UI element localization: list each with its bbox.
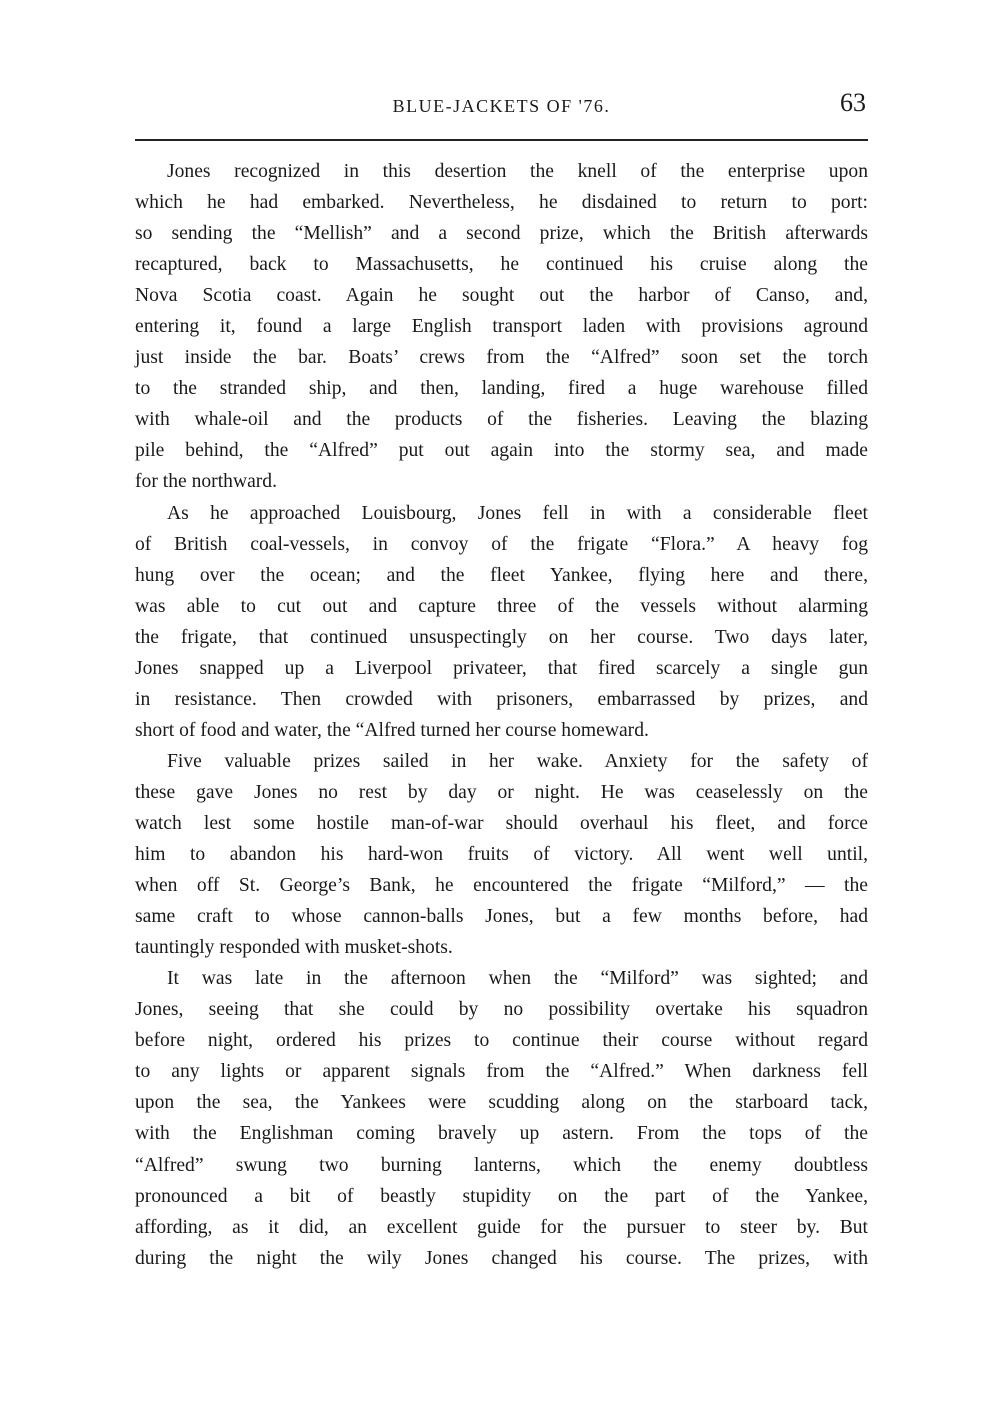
text-line: Five valuable prizes sailed in her wake. Anxiety for the safety of: [167, 750, 868, 772]
text-line: short of food and water, the “Alfred turned her course homeward.: [135, 719, 649, 741]
paragraph: [135, 963, 868, 1273]
text-line: same craft to whose cannon-balls Jones, but a few months before, had: [135, 906, 868, 928]
text-line: before night, ordered his prizes to continue their course without regard: [135, 1030, 868, 1052]
text-line: when off St. George’s Bank, he encountered the frigate “Milford,” — the: [135, 875, 868, 897]
text-line: so sending the “Mellish” and a second prize, which the British afterwards: [135, 223, 868, 245]
text-line: these gave Jones no rest by day or night. He was ceaselessly on the: [135, 781, 868, 803]
text-line: hung over the ocean; and the fleet Yankee, flying here and there,: [135, 564, 868, 586]
text-line: Nova Scotia coast. Again he sought out the harbor of Canso, and,: [135, 285, 868, 307]
text-line: pronounced a bit of beastly stupidity on the part of the Yankee,: [135, 1185, 868, 1207]
text-line: during the night the wily Jones changed his course. The prizes, with: [135, 1247, 868, 1269]
page-number: 63: [840, 88, 866, 117]
text-line: which he had embarked. Nevertheless, he disdained to return to port:: [135, 192, 868, 214]
text-line: the frigate, that continued unsuspectingly on her course. Two days later,: [135, 626, 868, 648]
text-line: Jones recognized in this desertion the knell of the enterprise upon: [167, 161, 868, 182]
text-line: him to abandon his hard-won fruits of victory. All went well until,: [135, 844, 868, 866]
text-line: with the Englishman coming bravely up astern. From the tops of the: [135, 1123, 868, 1145]
text-line: Jones, seeing that she could by no possibility overtake his squadron: [135, 999, 868, 1021]
text-line: recaptured, back to Massachusetts, he continued his cruise along the: [135, 254, 868, 276]
text-line: As he approached Louisbourg, Jones fell in with a considerable fleet: [167, 502, 868, 524]
body-text: [135, 156, 868, 1274]
running-title: BLUE-JACKETS OF '76.: [392, 96, 611, 116]
text-line: to the stranded ship, and then, landing, fired a huge warehouse filled: [135, 378, 868, 400]
text-line: tauntingly responded with musket-shots.: [135, 937, 453, 959]
text-line: watch lest some hostile man-of-war should overhaul his fleet, and force: [135, 812, 868, 834]
header-rule: [135, 139, 868, 141]
text-line: just inside the bar. Boats’ crews from the “Alfred” soon set the torch: [135, 347, 868, 369]
text-line: in resistance. Then crowded with prisoners, embarrassed by prizes, and: [135, 688, 868, 710]
text-line: pile behind, the “Alfred” put out again into the stormy sea, and made: [135, 440, 868, 462]
text-line: upon the sea, the Yankees were scudding along on the starboard tack,: [135, 1092, 868, 1114]
text-line: of British coal-vessels, in convoy of the frigate “Flora.” A heavy fog: [135, 533, 868, 555]
text-line: for the northward.: [135, 471, 278, 493]
text-line: It was late in the afternoon when the “Milford” was sighted; and: [167, 968, 868, 990]
text-line: was able to cut out and capture three of the vessels without alarming: [135, 595, 868, 617]
page-header: [135, 86, 868, 126]
text-line: with whale-oil and the products of the fisheries. Leaving the blazing: [135, 409, 868, 431]
paragraph: [135, 746, 868, 963]
paragraph: [135, 156, 868, 498]
text-line: “Alfred” swung two burning lanterns, which the enemy doubtless: [135, 1154, 868, 1176]
text-line: to any lights or apparent signals from the “Alfred.” When darkness fell: [135, 1061, 868, 1083]
text-line: Jones snapped up a Liverpool privateer, that fired scarcely a single gun: [135, 657, 868, 679]
text-line: entering it, found a large English transport laden with provisions aground: [135, 316, 868, 338]
paragraph: [135, 498, 868, 746]
text-line: affording, as it did, an excellent guide for the pursuer to steer by. But: [135, 1216, 868, 1238]
